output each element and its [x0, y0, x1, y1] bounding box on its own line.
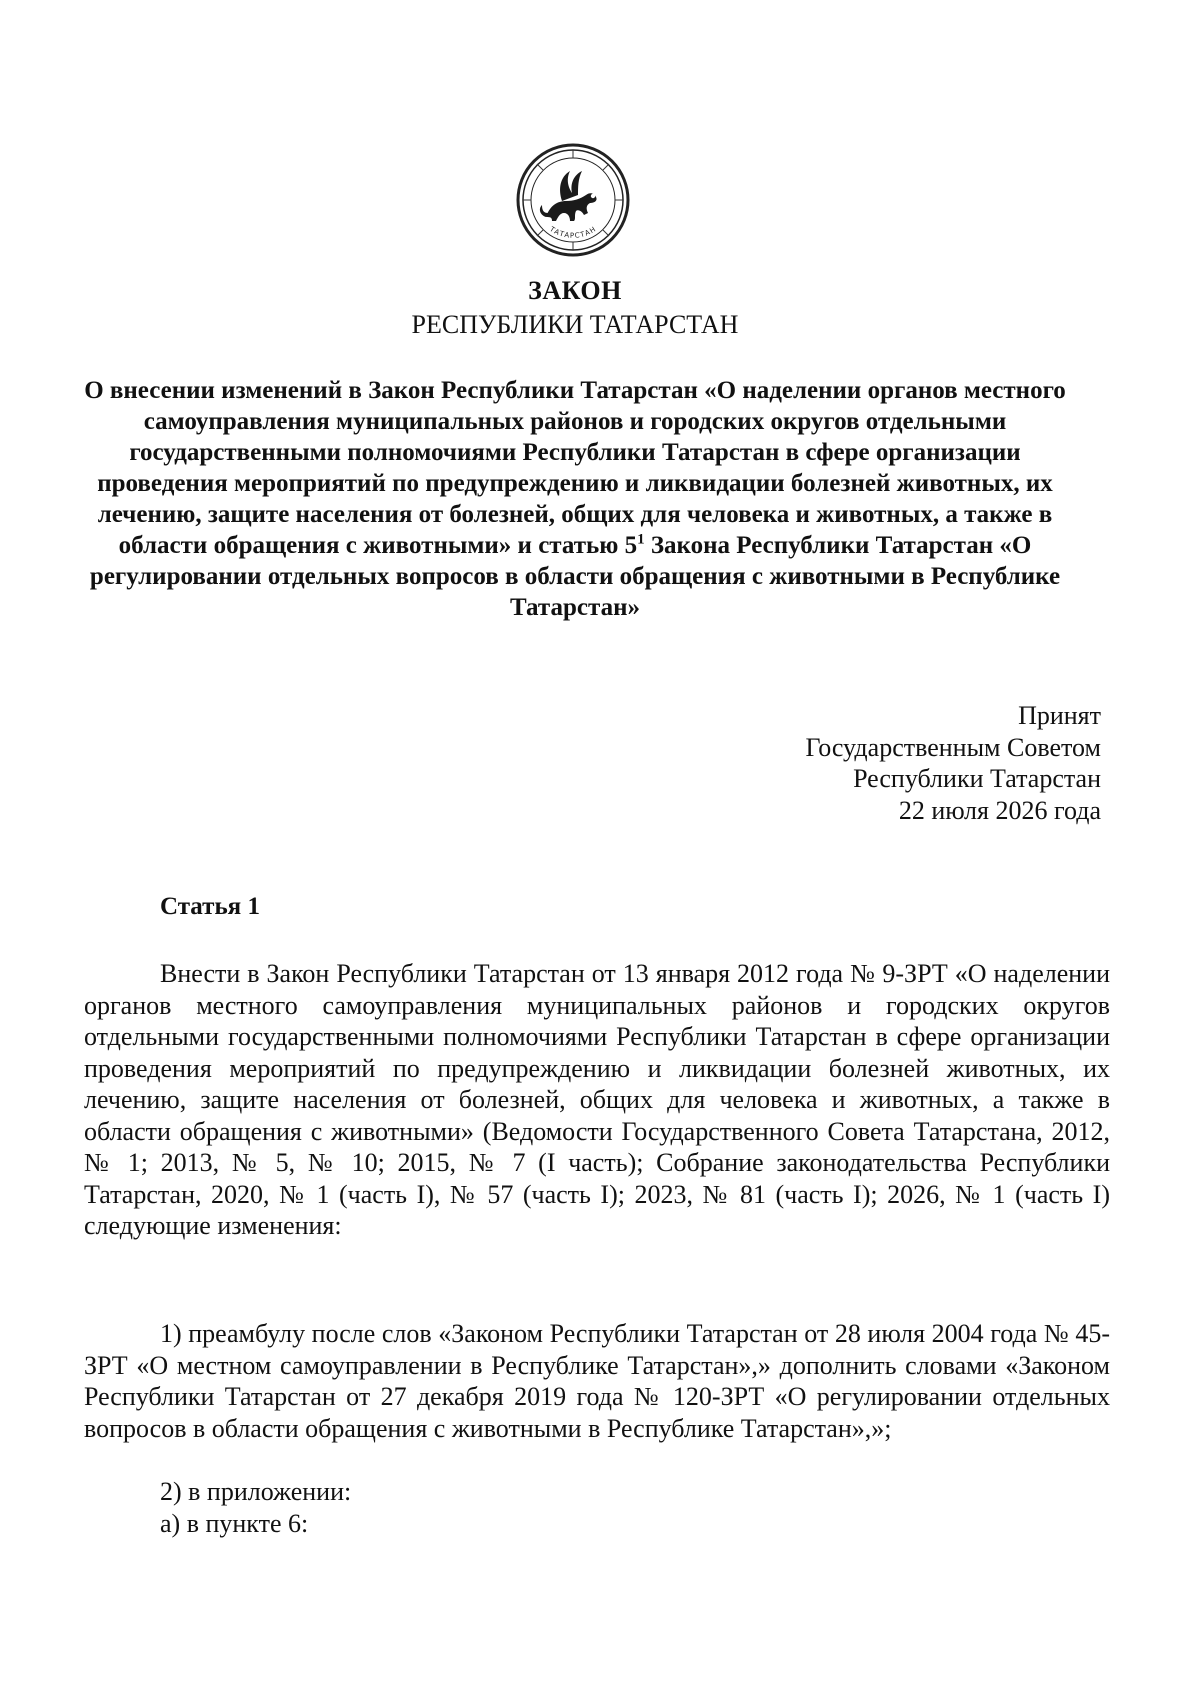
- tatarstan-coat-of-arms-icon: [516, 143, 630, 257]
- document-issuer: РЕСПУБЛИКИ ТАТАРСТАН: [411, 310, 739, 339]
- article-paragraph: Внести в Закон Республики Татарстан от 13 января 2012 года № 9-ЗРТ «О наделении органов местного самоуправления муниципальных районов и городских округов отдельными государственными полномочиями Республики Татарстан в сфере организации проведения мероприятий по предупреждению и ликвидации болезней животных, их лечению, защите населения от болезней, общих для человека и животных, а также в области обращения с животными» (Ведомости Государственного Совета Татарстана, 2012, № 1; 2013, № 5, № 10; 2015, № 7 (I часть); Собрание законодательства Республики Татарстан, 2020, № 1 (часть I), № 57 (часть I); 2023, № 81 (часть I); 2026, № 1 (часть I) следующие изменения:: [84, 959, 1110, 1240]
- adoption-date: 22 июля 2026 года: [898, 795, 1101, 825]
- adoption-block: [805, 700, 1101, 826]
- adoption-line: Республики Татарстан: [853, 764, 1101, 793]
- amendment-item-2: 2) в приложении:: [160, 1477, 352, 1506]
- law-title: [80, 375, 1070, 623]
- amendment-subitem-a: а) в пункте 6:: [160, 1509, 309, 1538]
- law-title-superscript: 1: [637, 531, 645, 548]
- article-heading: Статья 1: [160, 893, 260, 920]
- svg-text:ТАТАРСТАН: ТАТАРСТАН: [548, 225, 598, 240]
- law-title-part1: О внесении изменений в Закон Республики Татарстан «О наделении органов местного самоуправления муниципальных районов и городских округов отдельными государственными полномочиями Республики Татарстан в сфере организации проведения мероприятий по предупреждению и ликвидации болезней животных, их лечению, защите населения от болезней, общих для человека и животных, а также в области обращения с животными» и статью 5: [84, 377, 1066, 559]
- adoption-line: Государственным Советом: [805, 732, 1101, 762]
- amendment-item-1: 1) преамбулу после слов «Законом Республики Татарстан от 28 июля 2004 года № 45-ЗРТ «О местном самоуправлении в Республике Татарстан»,» дополнить словами «Законом Республики Татарстан от 27 декабря 2019 года № 120-ЗРТ «О регулировании отдельных вопросов в области обращения с животными в Республике Татарстан»,»;: [84, 1319, 1110, 1443]
- adoption-line: Принят: [1018, 701, 1101, 730]
- document-type: ЗАКОН: [528, 276, 622, 305]
- law-title-part2: Закона Республики Татарстан «О регулировании отдельных вопросов в области обращения с животными в Республике Татарстан»: [89, 532, 1061, 621]
